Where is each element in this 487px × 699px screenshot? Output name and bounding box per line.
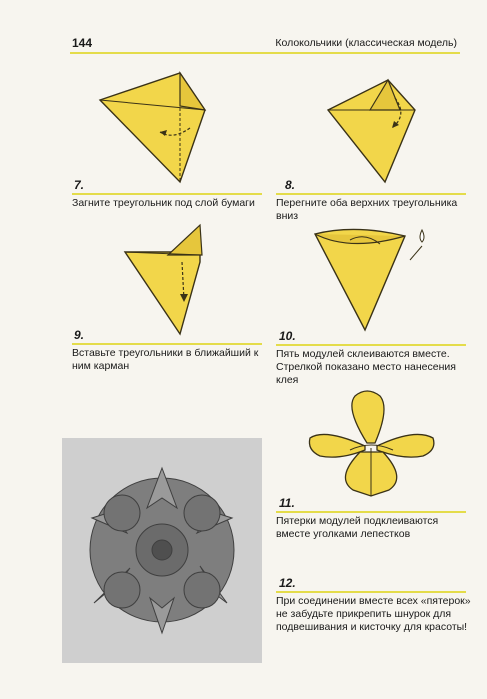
step-7-caption: Загните треугольник под слой бумаги — [72, 197, 255, 209]
page-number: 144 — [72, 36, 93, 50]
running-title: Колокольчики (классическая модель) — [275, 37, 457, 49]
step-10-diagram — [310, 222, 435, 337]
petal-top — [352, 391, 384, 443]
step-9-diagram — [120, 222, 230, 337]
step-8-number: 8. — [285, 178, 296, 192]
step-9-caption: Вставьте треугольники в ближайший к ним карман — [72, 347, 259, 372]
step-7-flap — [180, 73, 205, 110]
step-8-paper — [328, 80, 415, 182]
step-10-number: 10. — [279, 329, 296, 343]
step-7-diagram — [95, 70, 235, 185]
petal-left — [309, 434, 365, 457]
step-11-number: 11. — [279, 496, 295, 510]
step-11-diagram — [305, 388, 440, 498]
step-10-rule — [276, 344, 466, 346]
step-9-paper — [125, 252, 200, 334]
step-9-rule — [72, 343, 262, 345]
glue-drop-icon — [420, 230, 424, 242]
header-rule — [70, 52, 460, 54]
step-8-caption: Перегните оба верхних треугольника вниз — [276, 197, 458, 222]
step-10-cone — [315, 229, 405, 330]
step-9-number: 9. — [74, 328, 85, 342]
step-7-rule — [72, 193, 262, 195]
step-11-rule — [276, 511, 466, 513]
show-through-text — [236, 68, 244, 99]
step-12-rule — [276, 591, 466, 593]
step-12-number: 12. — [279, 576, 296, 590]
petal-right — [377, 434, 434, 457]
kusudama-photo — [62, 438, 262, 663]
step-11-caption: Пятерки модулей подклеиваются вместе уголками лепестков — [276, 515, 439, 540]
step-7-number: 7. — [74, 178, 85, 192]
step-9-flap — [168, 225, 202, 255]
step-8-rule — [276, 193, 466, 195]
step-8-diagram — [320, 70, 440, 185]
step-12-caption: При соединении вместе всех «пятерок» не забудьте прикрепить шнурок для подвешивания и кисточку для красоты! — [276, 595, 471, 633]
step-10-caption: Пять модулей склеиваются вместе. Стрелкой показано место нанесения клея — [276, 348, 456, 386]
